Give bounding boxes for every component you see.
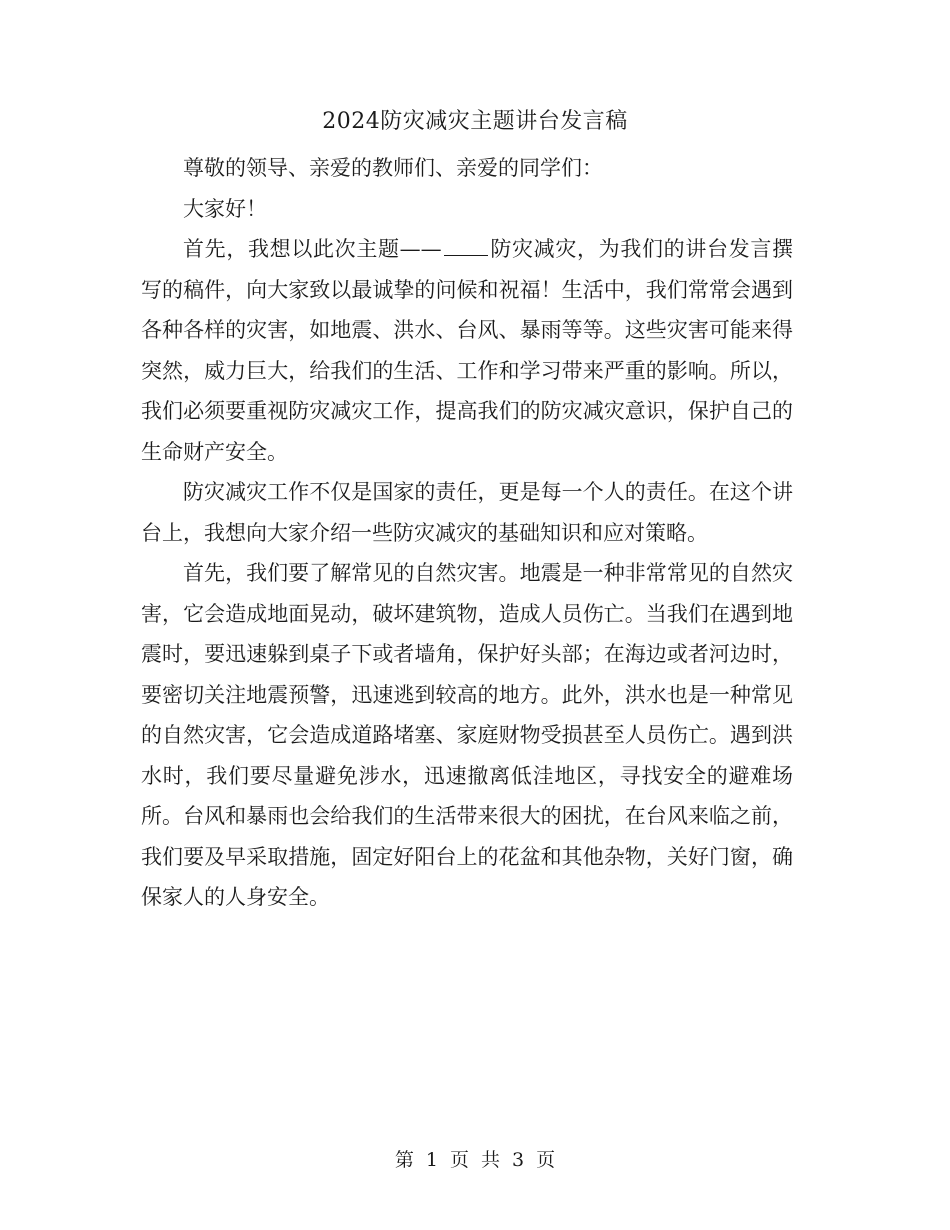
paragraph-3: 首先，我们要了解常见的自然灾害。地震是一种非常常见的自然灾害，它会造成地面晃动，破坏建筑物，造成人员伤亡。当我们在遇到地震时，要迅速躲到桌子下或者墙角，保护好头部；在海边或者河边时，要密切关注地震预警，迅速逃到较高的地方。此外，洪水也是一种常见的自然灾害，它会造成道路堵塞、家庭财物受损甚至人员伤亡。遇到洪水时，我们要尽量避免涉水，迅速撤离低洼地区，寻找安全的避难场所。台风和暴雨也会给我们的生活带来很大的困扰，在台风来临之前，我们要及早采取措施，固定好阳台上的花盆和其他杂物，关好门窗，确保家人的人身安全。 [141, 561, 793, 909]
paragraph-1 [141, 229, 793, 472]
paragraph-2: 防灾减灾工作不仅是国家的责任，更是每一个人的责任。在这个讲台上，我想向大家介绍一些防灾减灾的基础知识和应对策略。 [141, 480, 793, 545]
paragraph-1-rest: 防灾减灾，为我们的讲台发言撰写的稿件，向大家致以最诚挚的问候和祝福！生活中，我们常常会遇到各种各样的灾害，如地震、洪水、台风、暴雨等等。这些灾害可能来得突然，威力巨大，给我们的生活、工作和学习带来严重的影响。所以，我们必须要重视防灾减灾工作，提高我们的防灾减灾意识，保护自己的生命财产安全。 [141, 237, 794, 464]
salutation: 尊敬的领导、亲爱的教师们、亲爱的同学们： [183, 156, 603, 180]
document-body [141, 148, 793, 918]
page-number-footer: 第 1 页 共 3 页 [394, 1149, 556, 1171]
paragraph-1-lead: 首先，我想以此次主题—— [183, 237, 442, 261]
document-title: 2024防灾减灾主题讲台发言稿 [322, 109, 628, 134]
greeting: 大家好！ [183, 196, 267, 221]
fill-in-blank [444, 237, 488, 256]
